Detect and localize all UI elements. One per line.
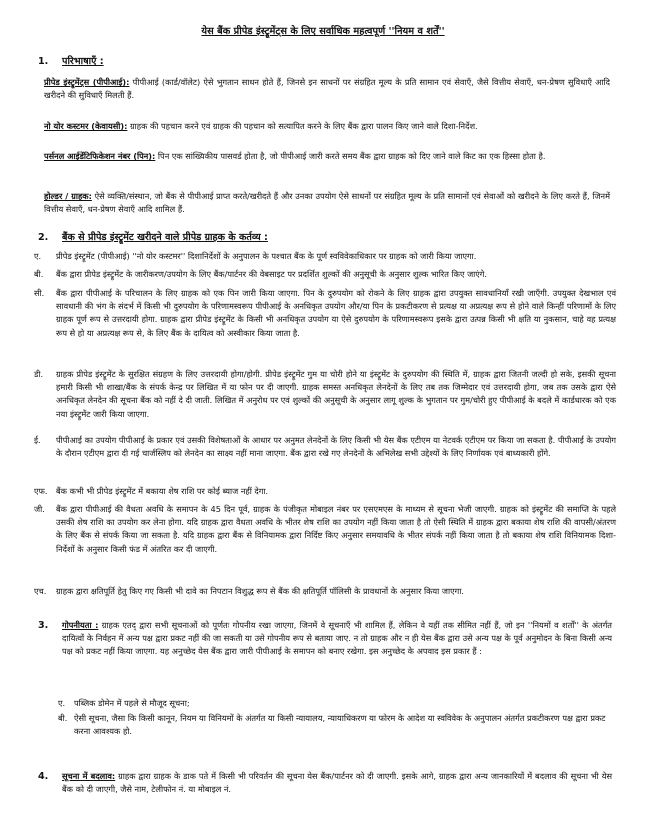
- item-label: ए.: [34, 251, 42, 261]
- definition-holder: [44, 190, 610, 216]
- section-title: बैंक से प्रीपेड इंस्ट्रूमेंट खरीदने वाले प्रीपेड ग्राहक के कर्तव्य :: [62, 232, 268, 243]
- item-text: बैंक द्वारा प्रीपेड इंस्ट्रूमेंट के जारीकरण/उपयोग के लिए बैंक/पार्टनर की वेबसाइट पर प्रदर्शित शुल्कों की अनुसूची के अनुसार शुल्क भारित किए जाएंगे.: [56, 269, 488, 279]
- item-text: ऐसी सूचना, जैसा कि किसी कानून, नियम या विनियमों के अंतर्गत या किसी न्यायालय, न्यायाधिकरण या फोरम के आदेश या स्वविवेक के अनुपालन अंतर्गत प्रकटीकरण पक्ष द्वारा प्रकट करना आवश्यक हो.: [74, 713, 606, 737]
- item-label: सी.: [34, 288, 45, 298]
- item-label: डी.: [34, 369, 44, 379]
- section-3-body: [62, 619, 612, 659]
- item-label: बी.: [34, 269, 44, 279]
- duty-item-e: [34, 434, 616, 460]
- item-text: प्रीपेड इंस्ट्रूमेंट (पीपीआई) ''नो योर कस्टमर'' दिशानिर्देशों के अनुपालन के पश्चात बैंक के पूर्ण स्वविवेकाधिकार पर ग्राहक को जारी किया जाएगा.: [56, 251, 477, 261]
- section-title: परिभाषाएँ :: [62, 56, 104, 67]
- section-number: 1.: [38, 56, 49, 67]
- item-label: ए.: [58, 698, 66, 708]
- definition-text: पिन एक सांख्यिकीय पासवर्ड होता है, जो पीपीआई जारी करते समय बैंक द्वारा ग्राहक को दिए जाने वाले किट का एक हिस्सा होता है.: [155, 151, 546, 161]
- definition-text: पीपीआई (कार्ड/वॉलेट) ऐसे भुगतान साधन होते हैं, जिनसे इन साधनों पर संग्रहित मूल्य के प्रति सामान एवं सेवाएँ, जैसे वित्तीय सेवाएँ, धन-प्रेषण सुविधाएँ आदि खरीदने की सुविधाएँ मिलती हैं.: [44, 77, 610, 101]
- item-label: एच.: [34, 586, 47, 596]
- section-title: गोपनीयता :: [62, 620, 99, 630]
- definition-kyc: [44, 120, 610, 133]
- definition-term: पर्सनल आईडेंटिफिकेशन नंबर (पिन):: [44, 151, 156, 161]
- item-text: बैंक द्वारा पीपीआई के परिचालन के लिए ग्राहक को एक पिन जारी किया जाएगा. पिन के दुरुपयोग को रोकने के लिए ग्राहक द्वारा उपयुक्त सावधानियाँ रखी जाएँगी. उपयुक्त देखभाल एवं सावधानी की भंग के संदर्भ में किसी भी दुरुपयोग के परिणामस्वरूप पीपीआई के अनधिकृत उपयोग और/या पिन के प्रकटीकरण से प्रत्यक्ष या अप्रत्यक्ष रूप से होने वाले किन्हीं परिणामों के लिए ग्राहक पूर्ण रूप से उत्तरदायी होगा. ग्राहक द्वारा प्रीपेड इंस्ट्रूमेंट के किसी भी अनधिकृत उपयोग या ऐसे दुरुपयोग के परिणामस्वरूप इसके द्वारा उत्पन्न किसी भी क्षति या नुकसान, चाहे वह प्रत्यक्ष रूप से हो या अप्रत्यक्ष रूप से, के लिए बैंक के दायित्व को अस्वीकार किया जाता है.: [56, 288, 616, 338]
- definition-pin: [44, 150, 610, 163]
- section-text: ग्राहक द्वारा ग्राहक के डाक पते में किसी भी परिवर्तन की सूचना येस बैंक/पार्टनर को दी जाएगी. इसके आगे, ग्राहक द्वारा अन्य जानकारियों में बदलाव की सूचना भी येस बैंक को दी जाएगी, जैसे नाम, टेलीफोन नं. या मोबाइल नं.: [62, 771, 612, 795]
- item-label: जी.: [34, 504, 45, 514]
- item-text: बैंक द्वारा पीपीआई की वैधता अवधि के समापन के 45 दिन पूर्व, ग्राहक के पंजीकृत मोबाइल नंबर पर एसएमएस के माध्यम से सूचना भेजी जाएगी. ग्राहक को इंस्ट्रूमेंट की समाप्ति के पहले उसकी शेष राशि का उपयोग कर लेना होगा. यदि ग्राहक द्वारा वैधता अवधि के भीतर शेष राशि का उपयोग नहीं किया जाता है तो ऐसी स्थिति में ग्राहक द्वारा बकाया शेष राशि की वापसी/अंतरण के लिए बैंक से संपर्क किया जा सकता है. यदि ग्राहक द्वारा बैंक से विनियामक द्वारा निर्दिष्ट किए अनुसार समयावधि के भीतर संपर्क नहीं किया जाता है तो बकाया शेष राशि विनियामक दिशा-निर्देशों के अनुसार किसी फंड में अंतरित कर दी जाएगी.: [56, 504, 616, 554]
- section-4-number: 4.: [38, 771, 49, 782]
- item-label: बी.: [58, 713, 68, 723]
- section-number: 2.: [38, 232, 49, 243]
- definition-ppi: [44, 76, 610, 102]
- definition-term: नो योर कस्टमर (केवायसी):: [44, 121, 128, 131]
- section-3-number: 3.: [38, 620, 49, 631]
- item-text: पीपीआई का उपयोग पीपीआई के प्रकार एवं उसकी विशेषताओं के आधार पर अनुमत लेनदेनों के लिए किसी भी येस बैंक एटीएम या नेटवर्क एटीएम पर किया जा सकता है. पीपीआई के उपयोग के दौरान एटीएम द्वारा दी गई चार्जस्लिप को लेनदेन का साक्ष्य नहीं माना जाएगा. बैंक द्वारा रखे गए लेनदेनों के अभिलेख सभी उद्देश्यों के लिए निर्णायक एवं बाध्यकारी होंगे.: [56, 435, 616, 459]
- document-title: येस बैंक प्रीपेड इंस्ट्रूमेंट्स के लिए सर्वाधिक महत्वपूर्ण ''नियम व शर्तें'': [201, 26, 445, 37]
- exception-item-b: [58, 712, 606, 738]
- item-label: एफ.: [34, 486, 48, 496]
- duty-item-h: [34, 585, 616, 598]
- definition-text: ऐसे व्यक्ति/संस्थान, जो बैंक से पीपीआई प्राप्त करते/खरीदते हैं और उनका उपयोग ऐसे साधनों पर संग्रहित मूल्य के प्रति सामानों एवं सेवाओं को खरीदने के लिए करते हैं, जिनमें वित्तीय सेवाएँ, धन-प्रेषण सेवाएँ आदि शामिल हैं.: [44, 191, 610, 215]
- duty-item-a: [34, 250, 616, 263]
- section-text: ग्राहक एतद् द्वारा सभी सूचनाओं को पूर्णतः गोपनीय रखा जाएगा, जिनमें वे सूचनाएँ भी शामिल हैं, लेकिन वे यहीं तक सीमित नहीं हैं, जो इन ''नियमों व शर्तों'' के अंतर्गत दायित्वों के निर्वहन में अन्य पक्ष द्वारा प्रकट नहीं की जा सकती या उसे गोपनीय रूप से बताया जाए. न तो ग्राहक और न ही येस बैंक द्वारा उसे अन्य पक्ष के पूर्व अनुमोदन के बिना किसी अन्य पक्ष को प्रकट नहीं किया जाएगा. यह अनुच्छेद येस बैंक द्वारा जारी पीपीआई के समापन को बनाए रखेगा. इस अनुच्छेद के अपवाद इस प्रकार हैं :: [62, 620, 612, 657]
- duty-item-g: [34, 503, 616, 556]
- definition-term: होल्डर / ग्राहक:: [44, 191, 92, 201]
- section-2-heading: [38, 230, 268, 243]
- item-text: बैंक कभी भी प्रीपेड इंस्ट्रूमेंट में बकाया शेष राशि पर कोई ब्याज नहीं देगा.: [56, 486, 269, 496]
- duty-item-b: [34, 268, 616, 281]
- section-1-heading: [38, 54, 104, 67]
- exception-item-a: [58, 697, 606, 710]
- section-4-body: [62, 770, 612, 796]
- item-text: ग्राहक द्वारा क्षतिपूर्ति हेतु किए गए किसी भी दावे का निपटान विशुद्ध रूप से बैंक की क्षतिपूर्ति पॉलिसी के प्रावधानों के अनुसार किया जाएगा.: [56, 586, 464, 596]
- definition-text: ग्राहक की पहचान करने एवं ग्राहक की पहचान को सत्यापित करने के लिए बैंक द्वारा पालन किए जाने वाले दिशा-निर्देश.: [127, 121, 478, 131]
- item-label: ई.: [34, 435, 41, 445]
- duty-item-f: [34, 485, 616, 498]
- section-title: सूचना में बदलाव:: [62, 771, 116, 781]
- duty-item-c: [34, 287, 616, 340]
- definition-term: प्रीपेड इंस्ट्रूमेंट्स (पीपीआई):: [44, 77, 130, 87]
- item-text: ग्राहक प्रीपेड इंस्ट्रूमेंट के सुरक्षित संग्रहण के लिए उत्तरदायी होगा/होगी. प्रीपेड इंस्ट्रूमेंट गुम या चोरी होने या इंस्ट्रूमेंट के दुरुपयोग की स्थिति में, ग्राहक द्वारा जितनी जल्दी हो सके, इसकी सूचना हमारी किसी भी शाखा/बैंक के संपर्क केन्द्र पर लिखित में या फोन पर दी जाएगी. ग्राहक समस्त अनधिकृत लेनदेनों के लिए तब तक जिम्मेदार एवं उत्तरदायी होगा, जब तक उसके द्वारा ऐसे अनधिकृत लेनदेन की सूचना बैंक को नहीं दे दी जाती. लिखित में अनुरोध पर एवं शुल्कों की अनुसूची के अनुसार लागू शुल्क के भुगतान पर गुम/चोरी हुए पीपीआई के बदले में कार्डधारक को एक नया इंस्ट्रूमेंट जारी किया जाएगा.: [56, 369, 616, 419]
- item-text: पब्लिक डोमेन में पहले से मौजूद सूचना;: [74, 698, 190, 708]
- duty-item-d: [34, 368, 616, 421]
